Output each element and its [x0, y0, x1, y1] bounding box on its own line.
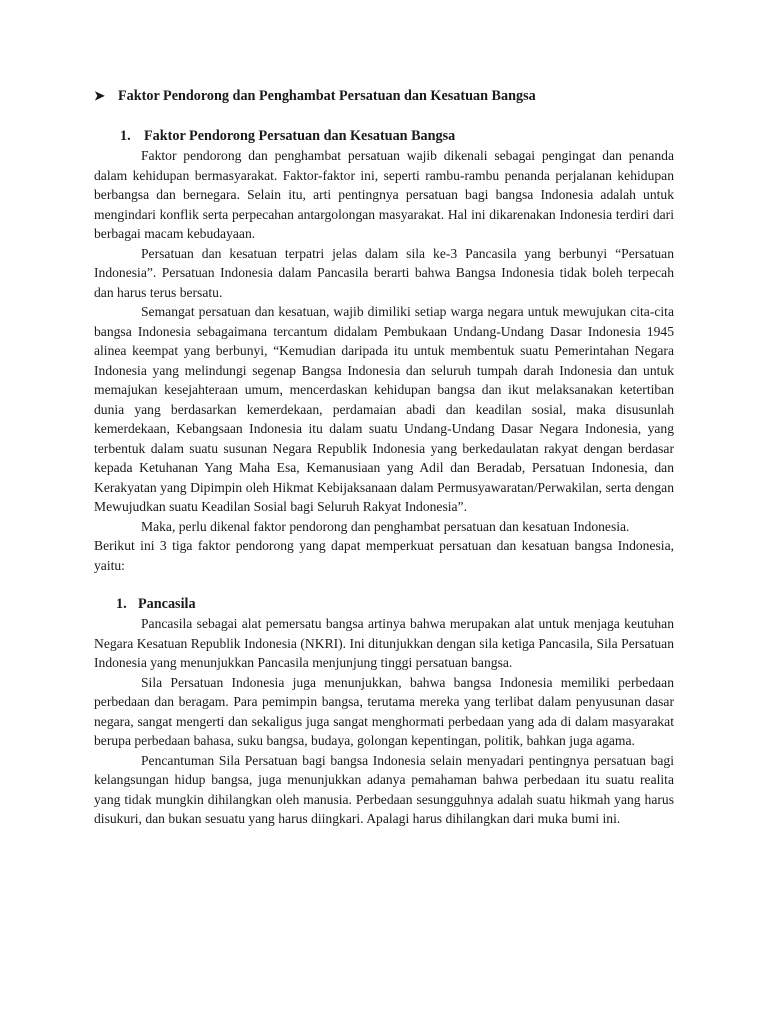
paragraph: Pancasila sebagai alat pemersatu bangsa artinya bahwa merupakan alat untuk menjaga keutuhan Negara Kesatuan Republik Indonesia (NKRI). Ini ditunjukkan dengan sila ketiga Pancasila, Sila Persatuan Indonesia yang menunjukkan Pancasila menjunjung tinggi persatuan bangsa.	[94, 616, 674, 670]
main-heading	[94, 86, 674, 106]
paragraph: Sila Persatuan Indonesia juga menunjukkan, bahwa bangsa Indonesia memiliki perbedaan perbedaan dan beragam. Para pemimpin bangsa, terutama mereka yang terlibat dalam penyusunan dasar negara, sangat mengerti dan sekaligus juga sangat menghormati perbedaan yang ada di dalam masyarakat berupa perbedaan bahasa, suku bangsa, budaya, golongan kepentingan, politik, bahkan juga agama.	[94, 674, 674, 748]
paragraph: Maka, perlu dikenal faktor pendorong dan penghambat persatuan dan kesatuan Indonesia.	[141, 518, 630, 534]
document-content	[94, 86, 674, 829]
paragraph: Pencantuman Sila Persatuan bagi bangsa Indonesia selain menyadari pentingnya persatuan bagi kelangsungan hidup bangsa, juga menunjukkan adanya pemahaman bahwa perbedaan itu suatu realita yang tidak mungkin dihilangkan oleh manusia. Perbedaan sesungguhnya adalah suatu hikmah yang harus disukuri, dan bukan sesuatu yang harus diingkari. Apalagi harus dihilangkan dari muka bumi ini.	[94, 752, 674, 826]
section-number: 1.	[120, 128, 131, 144]
section-title: Faktor Pendorong Persatuan dan Kesatuan Bangsa	[144, 128, 456, 144]
paragraph: Semangat persatuan dan kesatuan, wajib dimiliki setiap warga negara untuk mewujukan cita-cita bangsa Indonesia sebagaimana tercantum didalam Pembukaan Undang-Undang Dasar Indonesia 1945 alinea keempat yang berbunyi, “Kemudian daripada itu untuk membentuk suatu Pemerintahan Negara Indonesia yang melindungi segenap Bangsa Indonesia dan seluruh tumpah darah Indonesia dan untuk memajukan kesejahteraan umum, mencerdaskan kehidupan bangsa dan ikut melaksanakan ketertiban dunia yang berdasarkan kemerdekaan, perdamaian abadi dan keadilan sosial, maka disusunlah kemerdekaan, Kebangsaan Indonesia itu dalam suatu Undang-Undang Dasar Negara Indonesia, yang terbentuk dalam suatu susunan Negara Republik Indonesia yang berkedaulatan rakyat dengan berdasar kepada Ketuhanan Yang Maha Esa, Kemanusiaan yang Adil dan Beradab, Persatuan Indonesia, dan Kerakyatan yang Dipimpin oleh Hikmat Kebijaksanaan dalam Permusyawaratan/Perwakilan, serta dengan Mewujudkan suatu Keadilan Sosial bagi Seluruh Rakyat Indonesia”.	[94, 304, 674, 514]
main-heading-text: Faktor Pendorong dan Penghambat Persatuan dan Kesatuan Bangsa	[118, 88, 536, 104]
subsection-heading	[116, 594, 674, 614]
paragraph: Persatuan dan kesatuan terpatri jelas dalam sila ke-3 Pancasila yang berbunyi “Persatuan Indonesia”. Persatuan Indonesia dalam Pancasila berarti bahwa Bangsa Indonesia tidak boleh terpecah dan harus terus bersatu.	[94, 245, 674, 300]
subsection-title: Pancasila	[138, 596, 196, 612]
arrow-bullet-icon: ➤	[94, 88, 105, 103]
paragraph: Faktor pendorong dan penghambat persatuan wajib dikenali sebagai pengingat dan penanda dalam kehidupan bermasyarakat. Faktor-faktor ini, seperti rambu-rambu penanda perjalanan kehidupan berbangsa dan bernegara. Selain itu, arti pentingnya persatuan bagi bangsa Indonesia adalah untuk mengindari konflik serta perpecahan antargolongan masyarakat. Hal ini dikarenakan Indonesia terdiri dari berbagai macam kebudayaan.	[94, 148, 674, 241]
section-heading	[120, 126, 674, 146]
list-intro-paragraph: Berikut ini 3 tiga faktor pendorong yang dapat memperkuat persatuan dan kesatuan bangsa Indonesia, yaitu:	[94, 538, 674, 573]
subsection-number: 1.	[116, 596, 127, 612]
